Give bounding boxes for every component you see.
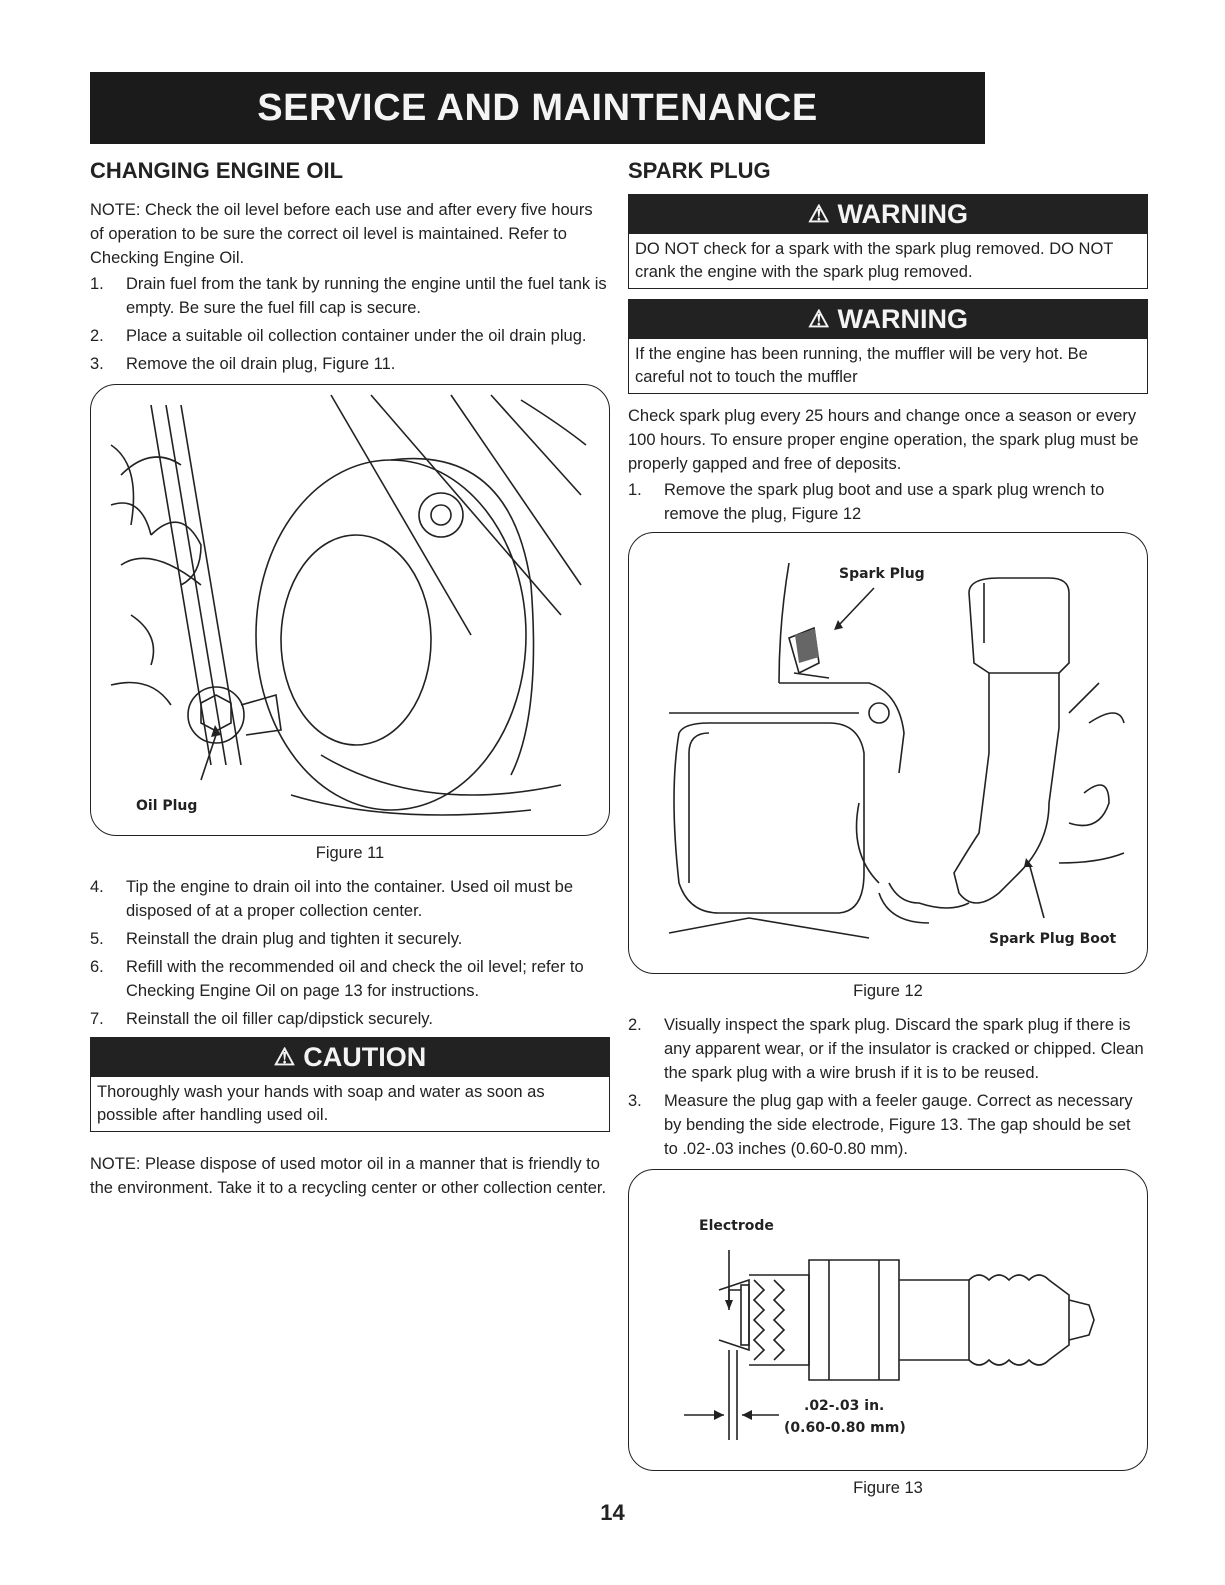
- left-column: [90, 158, 610, 1200]
- spark-plug-boot-label: Spark Plug Boot: [989, 931, 1117, 947]
- list-item: 3. Measure the plug gap with a feeler gauge. Correct as necessary by bending the side electrode, Figure 13. The gap should be set to .02-.03 inches (0.60-0.80 mm).: [628, 1092, 1133, 1158]
- figure-13-caption: Figure 13: [853, 1479, 923, 1497]
- electrode-label: Electrode: [699, 1218, 774, 1234]
- gap-inches-label: .02-.03 in.: [804, 1398, 885, 1414]
- list-item: 2. Place a suitable oil collection container under the oil drain plug.: [90, 327, 587, 345]
- warning-triangle-icon: ⚠: [273, 1043, 296, 1071]
- spark-steps-b: [628, 1013, 1148, 1161]
- figure-13-box: [628, 1169, 1148, 1471]
- gap-mm-label: (0.60-0.80 mm): [784, 1420, 906, 1436]
- warning-text-2: If the engine has been running, the muffler will be very hot. Be careful not to touch the muffler: [628, 339, 1148, 394]
- caution-box: [90, 1037, 610, 1132]
- list-item: 3. Remove the oil drain plug, Figure 11.: [90, 355, 396, 373]
- warning-header-1: ⚠ WARNING: [628, 194, 1148, 234]
- section-banner: [90, 72, 985, 144]
- oil-plug-illustration: [91, 385, 610, 835]
- warning-text-1: DO NOT check for a spark with the spark plug removed. DO NOT crank the engine with the spark plug removed.: [628, 234, 1148, 289]
- list-item: 7. Reinstall the oil filler cap/dipstick securely.: [90, 1010, 433, 1028]
- oil-note: NOTE: Check the oil level before each use and after every five hours of operation to be sure the correct oil level is maintained. Refer to Checking Engine Oil.: [90, 201, 593, 267]
- list-item: 6. Refill with the recommended oil and check the oil level; refer to Checking Engine Oil on page 13 for instructions.: [90, 958, 584, 1000]
- caution-text: Thoroughly wash your hands with soap and water as soon as possible after handling used oil.: [90, 1077, 610, 1132]
- warning-triangle-icon: ⚠: [807, 305, 830, 333]
- spark-plug-gap-illustration: [629, 1170, 1148, 1470]
- warning-triangle-icon: ⚠: [807, 200, 830, 228]
- disposal-note: NOTE: Please dispose of used motor oil in a manner that is friendly to the environment. Take it to a recycling center or other collection center.: [90, 1155, 607, 1197]
- right-column: [628, 158, 1148, 1510]
- page-number: 14: [600, 1500, 625, 1525]
- warning-box-2: [628, 299, 1148, 394]
- figure-12-caption: Figure 12: [853, 982, 923, 1000]
- list-item: 1. Remove the spark plug boot and use a spark plug wrench to remove the plug, Figure 12: [628, 481, 1105, 523]
- list-item: 4. Tip the engine to drain oil into the container. Used oil must be disposed of at a proper collection center.: [90, 878, 573, 920]
- spark-plug-label: Spark Plug: [839, 566, 925, 582]
- oil-plug-label: Oil Plug: [136, 798, 198, 814]
- spark-plug-intro: Check spark plug every 25 hours and change once a season or every 100 hours. To ensure proper engine operation, the spark plug must be properly gapped and free of deposits.: [628, 407, 1139, 473]
- spark-plug-heading: SPARK PLUG: [628, 158, 771, 183]
- oil-steps-a: [90, 272, 610, 376]
- figure-12-box: [628, 532, 1148, 974]
- spark-plug-boot-illustration: [629, 533, 1148, 973]
- list-item: 5. Reinstall the drain plug and tighten it securely.: [90, 930, 463, 948]
- warning-header-2: ⚠ WARNING: [628, 299, 1148, 339]
- changing-oil-heading: CHANGING ENGINE OIL: [90, 158, 344, 183]
- page-title: SERVICE AND MAINTENANCE: [257, 86, 818, 129]
- list-item: 1. Drain fuel from the tank by running the engine until the fuel tank is empty. Be sure the fuel fill cap is secure.: [90, 275, 607, 317]
- spark-steps-a: [628, 478, 1148, 526]
- caution-header: ⚠ CAUTION: [90, 1037, 610, 1077]
- oil-steps-b: [90, 875, 610, 1031]
- figure-11-box: [90, 384, 610, 836]
- warning-box-1: [628, 194, 1148, 289]
- figure-11-caption: Figure 11: [315, 844, 385, 862]
- list-item: 2. Visually inspect the spark plug. Discard the spark plug if there is any apparent wear, or if the insulator is cracked or chipped. Clean the spark plug with a wire brush if it is to be reused.: [628, 1016, 1144, 1082]
